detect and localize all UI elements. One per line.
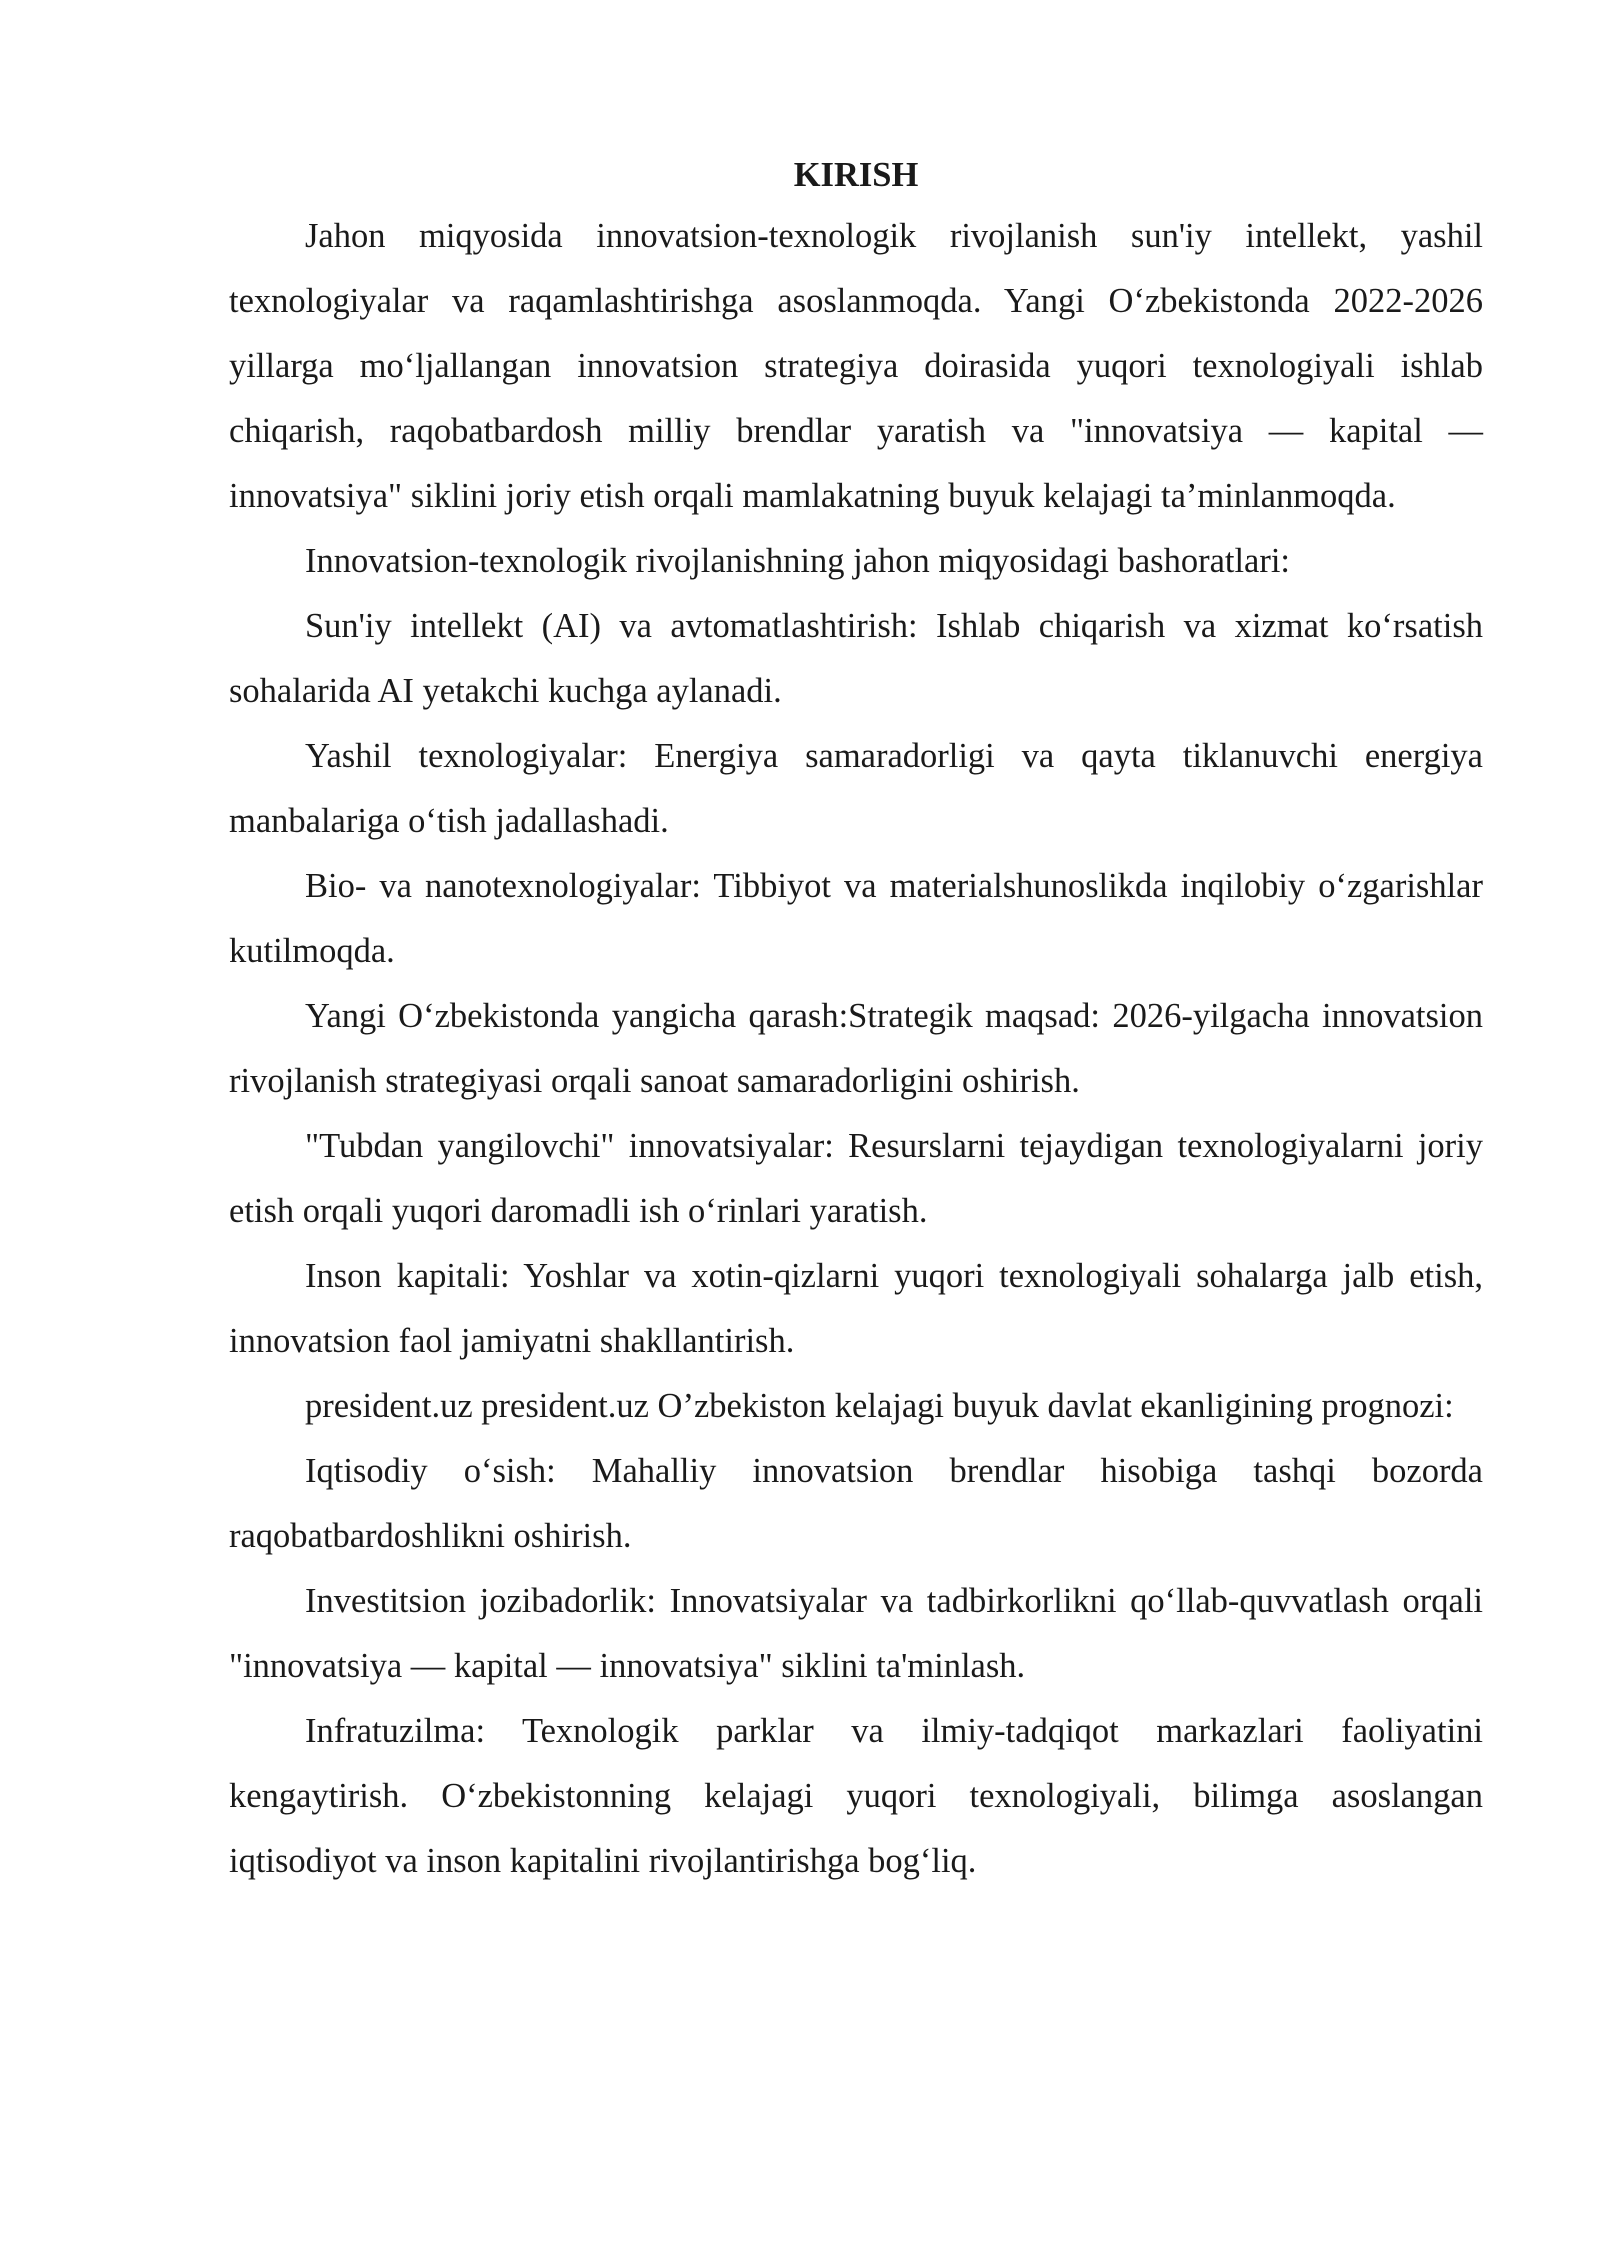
- document-body: [229, 146, 1483, 1894]
- paragraph-forecasts-heading: Innovatsion-texnologik rivojlanishning jahon miqyosidagi bashoratlari:: [305, 542, 1291, 580]
- paragraph-infrastructure: Infratuzilma: Texnologik parklar va ilmiy-tadqiqot markazlari faoliyatini kengaytirish. O‘zbekistonning kelajagi yuqori texnologiyali, bilimga asoslangan iqtisodiyot va inson kapitalini rivojlantirishga bog‘liq.: [229, 1712, 1483, 1880]
- document-title: KIRISH: [793, 156, 919, 194]
- paragraph-ai: Sun'iy intellekt (AI) va avtomatlashtirish: Ishlab chiqarish va xizmat ko‘rsatish sohalarida AI yetakchi kuchga aylanadi.: [229, 607, 1483, 710]
- paragraph-bio-nano: Bio- va nanotexnologiyalar: Tibbiyot va materialshunoslikda inqilobiy o‘zgarishlar kutilmoqda.: [229, 867, 1483, 970]
- paragraph-investment: Investitsion jozibadorlik: Innovatsiyalar va tadbirkorlikni qo‘llab-quvvatlash orqali "innovatsiya — kapital — innovatsiya" siklini ta'minlash.: [229, 1582, 1483, 1685]
- paragraph-human-capital: Inson kapitali: Yoshlar va xotin-qizlarni yuqori texnologiyali sohalarga jalb etish, innovatsion faol jamiyatni shakllantirish.: [229, 1257, 1483, 1360]
- paragraph-intro: Jahon miqyosida innovatsion-texnologik rivojlanish sun'iy intellekt, yashil texnologiyalar va raqamlashtirishga asoslanmoqda. Yangi O‘zbekistonda 2022-2026 yillarga mo‘ljallangan innovatsion strategiya doirasida yuqori texnologiyali ishlab chiqarish, raqobatbardosh milliy brendlar yaratish va "innovatsiya — kapital — innovatsiya" siklini joriy etish orqali mamlakatning buyuk kelajagi ta’minlanmoqda.: [229, 217, 1483, 515]
- paragraph-green-tech: Yashil texnologiyalar: Energiya samaradorligi va qayta tiklanuvchi energiya manbalariga o‘tish jadallashadi.: [229, 737, 1483, 840]
- paragraph-economic-growth: Iqtisodiy o‘sish: Mahalliy innovatsion brendlar hisobiga tashqi bozorda raqobatbardoshlikni oshirish.: [229, 1452, 1483, 1555]
- paragraph-disruptive-innovation: "Tubdan yangilovchi" innovatsiyalar: Resurslarni tejaydigan texnologiyalarni joriy etish orqali yuqori daromadli ish o‘rinlari yaratish.: [229, 1127, 1483, 1230]
- paragraph-new-uzbekistan: Yangi O‘zbekistonda yangicha qarash:Strategik maqsad: 2026-yilgacha innovatsion rivojlanish strategiyasi orqali sanoat samaradorligini oshirish.: [229, 997, 1483, 1100]
- paragraph-forecast-source: president.uz president.uz O’zbekiston kelajagi buyuk davlat ekanligining prognozi:: [305, 1387, 1454, 1425]
